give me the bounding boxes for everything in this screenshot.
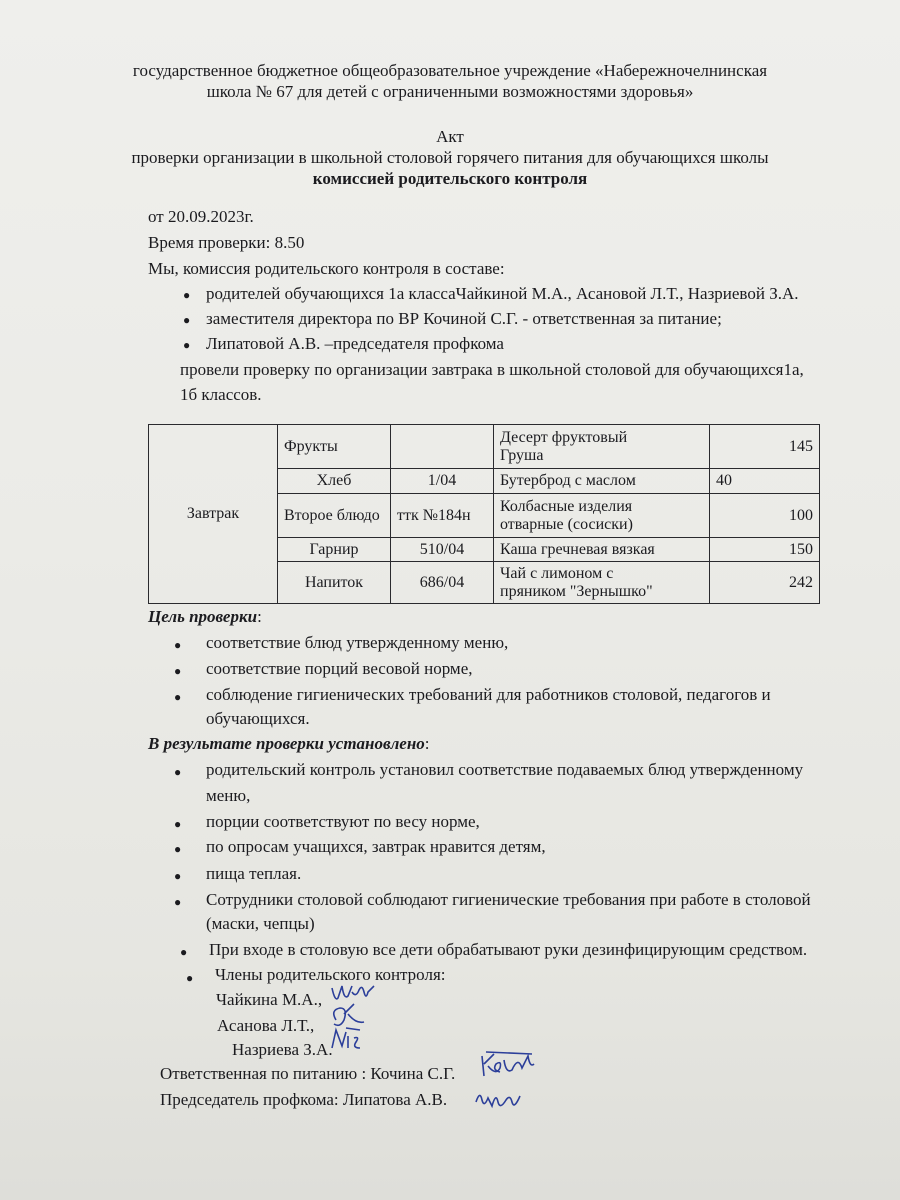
member-item: родителей обучающихся 1а классаЧайкиной М.А., Асановой Л.Т., Назриевой З.А.	[206, 284, 799, 303]
meal-cell: Завтрак	[149, 425, 278, 604]
member-item: Липатовой А.В. –председателя профкома	[206, 334, 504, 353]
bullet-icon: ●	[180, 945, 188, 959]
signature-nazrieva-icon	[328, 1026, 364, 1056]
result-item: порции соответствуют по весу норме,	[206, 812, 480, 831]
category-cell: Гарнир	[278, 538, 391, 562]
goals-heading: Цель проверки	[148, 607, 258, 626]
dish-line: Десерт фруктовый	[500, 428, 628, 446]
code-cell: 510/04	[391, 538, 494, 562]
goals-heading-line	[148, 607, 262, 627]
dish-cell: Бутерброд с маслом	[494, 469, 710, 494]
weight-cell: 150	[710, 538, 820, 562]
bullet-icon: ●	[183, 288, 191, 302]
bullet-icon: ●	[174, 690, 182, 704]
signature-lipatova-icon	[472, 1084, 526, 1114]
goal-item: соответствие блюд утвержденному меню,	[206, 633, 509, 652]
weight-cell: 145	[710, 425, 820, 469]
chairman-signature-line: Председатель профкома: Липатова А.В.	[160, 1090, 448, 1109]
signature-kochina-icon	[476, 1046, 538, 1082]
weight-cell: 242	[710, 562, 820, 604]
goals-colon: :	[257, 607, 262, 626]
result-item: пища теплая.	[206, 864, 302, 883]
results-heading: В результате проверки установлено	[148, 734, 425, 753]
dish-line: Груша	[500, 446, 544, 464]
title-commission: комиссией родительского контроля	[312, 169, 588, 188]
result-item: родительский контроль установил соответствие подаваемых блюд утвержденному	[206, 760, 804, 779]
title-subject: проверки организации в школьной столовой горячего питания для обучающихся школы	[131, 148, 769, 167]
bullet-icon: ●	[174, 842, 182, 856]
conducted-line-1: провели проверку по организации завтрака в школьной столовой для обучающихся1а,	[180, 360, 804, 379]
responsible-signature-line: Ответственная по питанию : Кочина С.Г.	[160, 1064, 456, 1083]
code-cell: 686/04	[391, 562, 494, 604]
results-heading-line	[148, 734, 430, 754]
bullet-icon: ●	[186, 971, 194, 985]
conducted-line-2: 1б классов.	[180, 385, 262, 404]
bullet-icon: ●	[174, 895, 182, 909]
institution-line-1: государственное бюджетное общеобразовательное учреждение «Набережночелнинская	[132, 61, 768, 80]
result-item: Сотрудники столовой соблюдают гигиенические требования при работе в столовой	[206, 890, 811, 909]
category-cell: Фрукты	[278, 425, 391, 469]
dish-line: пряником "Зернышко"	[500, 582, 653, 600]
code-cell	[391, 425, 494, 469]
inspection-time: Время проверки: 8.50	[148, 233, 305, 252]
table-row	[149, 425, 820, 469]
bullet-icon: ●	[174, 664, 182, 678]
dish-line: Чай с лимоном с	[500, 564, 614, 582]
code-cell: 1/04	[391, 469, 494, 494]
dish-cell: Каша гречневая вязкая	[494, 538, 710, 562]
weight-cell: 100	[710, 494, 820, 538]
dish-line: Колбасные изделия	[500, 497, 633, 515]
bullet-icon: ●	[183, 313, 191, 327]
bullet-icon: ●	[174, 765, 182, 779]
member-signature-name: Назриева З.А.	[232, 1040, 333, 1059]
results-colon: :	[424, 734, 430, 753]
goal-item: соответствие порций весовой норме,	[206, 659, 473, 678]
institution-line-2: школа № 67 для детей с ограниченными возможностями здоровья»	[206, 82, 694, 101]
bullet-icon: ●	[174, 817, 182, 831]
result-item-continued: меню,	[206, 786, 251, 805]
dish-cell	[494, 425, 710, 469]
result-item: по опросам учащихся, завтрак нравится детям,	[206, 837, 546, 856]
category-cell: Напиток	[278, 562, 391, 604]
member-item: заместителя директора по ВР Кочиной С.Г. - ответственная за питание;	[206, 309, 722, 328]
dish-cell	[494, 494, 710, 538]
category-cell: Второе блюдо	[278, 494, 391, 538]
bullet-icon: ●	[174, 638, 182, 652]
result-item: Члены родительского контроля:	[215, 965, 446, 984]
weight-cell: 40	[710, 469, 820, 494]
member-signature-name: Чайкина М.А.,	[216, 990, 323, 1009]
bullet-icon: ●	[183, 338, 191, 352]
category-cell: Хлеб	[278, 469, 391, 494]
goal-item: соблюдение гигиенических требований для работников столовой, педагогов и	[206, 685, 771, 704]
code-cell: ттк №184н	[391, 494, 494, 538]
member-signature-name: Асанова Л.Т.,	[217, 1016, 315, 1035]
result-item-continued: (маски, чепцы)	[206, 914, 315, 933]
document-title: Акт	[436, 127, 464, 146]
dish-line: отварные (сосиски)	[500, 515, 633, 533]
dish-cell	[494, 562, 710, 604]
menu-table	[148, 424, 820, 604]
commission-intro: Мы, комиссия родительского контроля в составе:	[148, 259, 505, 278]
result-item: При входе в столовую все дети обрабатывают руки дезинфицирующим средством.	[209, 940, 808, 959]
bullet-icon: ●	[174, 869, 182, 883]
goal-item-continued: обучающихся.	[206, 709, 310, 728]
act-date: от 20.09.2023г.	[148, 207, 254, 226]
